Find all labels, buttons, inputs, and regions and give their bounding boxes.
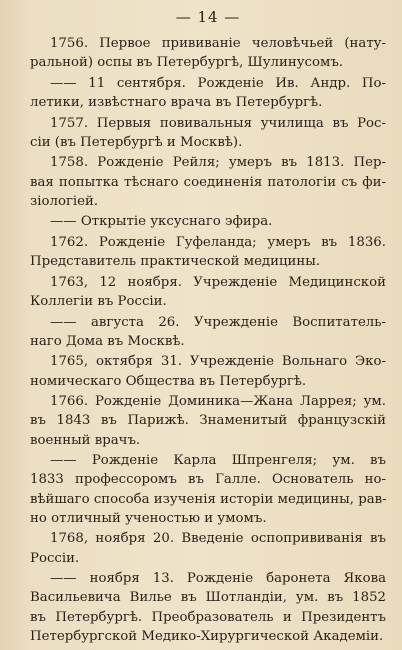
- entry-line: 1757. Первыя повивальныя училища въ Рос-: [50, 115, 386, 131]
- entry-line: —— Рожденіе Карла Шпренгеля; ум. въ: [50, 453, 386, 469]
- entry-line: въ 1843 въ Парижѣ. Знаменитый французскій: [30, 413, 386, 429]
- chronology-entry: [30, 451, 386, 528]
- chronology-entry: [30, 529, 386, 567]
- chronology-entry: [30, 313, 386, 351]
- entry-line: наго Дома въ Москвѣ.: [30, 333, 185, 349]
- entry-line: —— Открытіе уксуснаго эфира.: [50, 214, 273, 230]
- entry-line: 1758. Рожденіе Рейля; умеръ въ 1813. Пер-: [50, 155, 386, 171]
- entry-line: Васильевича Вилье въ Шотландіи, ум. въ 1852: [30, 590, 386, 606]
- entry-line: сіи (въ Петербургѣ и Москвѣ).: [30, 134, 243, 150]
- entry-line: 1762. Рожденіе Гуфеланда; умеръ въ 1836.: [50, 234, 386, 250]
- entry-line: военный врачъ.: [30, 432, 141, 448]
- chronology-entry: [30, 212, 386, 231]
- entry-line: 1766. Рожденіе Доминика—Жана Ларрея; ум.: [50, 394, 386, 410]
- entry-line: въ Петербургѣ. Преобразователь и Президентъ: [30, 609, 386, 625]
- chronology-entry: [30, 114, 386, 152]
- entry-line: 1763, 12 ноября. Учрежденіе Медицинской: [50, 274, 386, 290]
- entry-line: Представитель практической медицины.: [30, 254, 321, 270]
- entry-line: ральной) оспы въ Петербургѣ, Шулинусомъ.: [30, 55, 344, 71]
- chronology-entry: [30, 153, 386, 211]
- entry-line: 1756. Первое прививаніе человѣчьей (нату-: [50, 36, 386, 51]
- entry-line: 1768, ноября 20. Введеніе оспопрививанія въ: [50, 531, 386, 547]
- entry-line: —— августа 26. Учрежденіе Воспитатель-: [50, 314, 386, 330]
- entry-line: Петербургской Медико-Хирургической Академіи.: [30, 628, 384, 644]
- chronology-entry: [30, 273, 386, 311]
- entry-line: но отличный ученостью и умомъ.: [30, 510, 267, 526]
- entry-line: Коллегіи въ Россіи.: [30, 293, 167, 309]
- entry-line: 1765, октября 31. Учрежденіе Вольнаго Эко-: [50, 354, 386, 370]
- chronology-entry: [30, 233, 386, 271]
- entry-line: 1833 профессоромъ въ Галле. Основатель но-: [30, 472, 386, 488]
- entry-line: зіологіей.: [30, 193, 99, 209]
- entry-line: вая попытка тѣснаго соединенія патологіи съ фи-: [30, 174, 386, 190]
- chronology-entry: [30, 352, 386, 390]
- entry-line: —— 11 сентября. Рожденіе Ив. Андр. По-: [50, 75, 386, 91]
- entry-line: —— ноября 13. Рожденіе баронета Якова: [50, 571, 386, 587]
- chronology-entry: [30, 74, 386, 112]
- entry-line: летики, извѣстнаго врача въ Петербургѣ.: [30, 95, 323, 110]
- entry-line: номическаго Общества въ Петербургѣ.: [30, 373, 307, 389]
- chronology-entries: [30, 34, 386, 646]
- chronology-entry: [30, 34, 386, 72]
- entry-line: вѣйшаго способа изученія исторіи медицины, рав-: [30, 491, 387, 507]
- chronology-entry: [30, 569, 386, 646]
- chronology-entry: [30, 392, 386, 450]
- page-number: — 14 —: [175, 8, 241, 26]
- entry-line: Россіи.: [30, 550, 80, 566]
